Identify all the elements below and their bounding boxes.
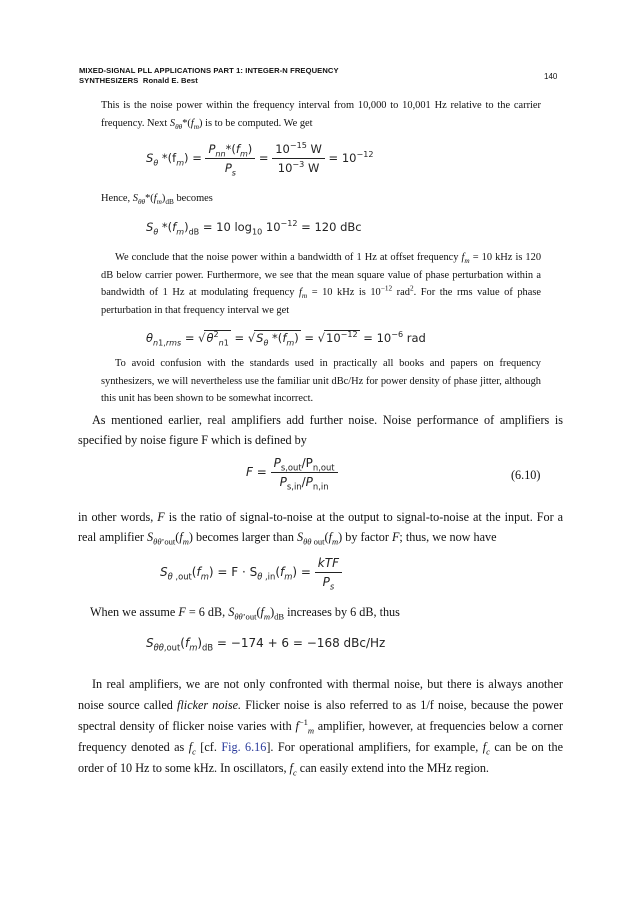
paragraph-noise-power: This is the noise power within the frequency interval from 10,000 to 10,001 Hz relative to the carrier frequency. Next $S_{\theta\theta}*(f_m)$ is to be computed. We get bbox=[101, 100, 541, 131]
eq2-exp: −12 bbox=[280, 219, 298, 229]
para6-text-e: ; thus, we now have bbox=[399, 530, 497, 544]
eq1-lhs-arg: *(f bbox=[161, 151, 177, 165]
para6-text-c: becomes larger than bbox=[196, 530, 294, 544]
page-number: 140 bbox=[544, 72, 558, 81]
eq2-rhs2: 10 bbox=[262, 220, 281, 234]
para1-text-b: is to be computed. We get bbox=[205, 117, 313, 129]
eq2-rhs3: = 120 dBc bbox=[297, 220, 362, 234]
eq4-den: P bbox=[279, 475, 287, 489]
para3-text-c: = 10 kHz is 10 bbox=[311, 287, 381, 298]
para1-text-a: This is the noise power within the frequency interval from 10,000 to 10,001 Hz relative to the carrier frequency. Next bbox=[101, 100, 541, 129]
header-title-line1: MIXED-SIGNAL PLL APPLICATIONS PART 1: INTEGER-N FREQUENCY bbox=[79, 66, 339, 75]
eq4-lhs: F = bbox=[246, 465, 267, 479]
para3-text-a: We conclude that the noise power within a bandwidth of 1 Hz at offset frequency bbox=[115, 252, 459, 263]
eq2-rhs: = 10 log bbox=[202, 220, 252, 234]
eq1-den2-exp: −3 bbox=[292, 160, 305, 170]
eq4-fraction: $\frac{P_{s,out}/P_{n,out}}{P_{s,in}/P_{n,in}}$ bbox=[271, 456, 338, 489]
paragraph-definition: in other words, F is the ratio of signal-to-noise at the output to signal-to-noise at the input. For a real amplifier $S_{\theta\theta’out}(f_m)$ becomes larger than $S_{\theta\theta out}(f_m)$ by factor F; thus, we now have bbox=[78, 510, 564, 547]
para3-text-b: = 10 kHz is 120 dB below carrier power. Furthermore, we see that the mean square value of phase perturbation within a bandwidth of 1 Hz at modulating frequency bbox=[101, 252, 542, 298]
para6-text-b: is the ratio of signal-to-noise at the output to signal-to-noise at the input. For a real amplifier bbox=[78, 510, 564, 544]
para8-text-f: ]. For operational amplifiers, for example, bbox=[266, 740, 479, 754]
para2-text-b: becomes bbox=[176, 193, 213, 204]
paragraph-amplifier-noise: As mentioned earlier, real amplifiers add further noise. Noise performance of amplifiers is specified by noise figure F which is defined by bbox=[78, 413, 563, 447]
header-title-line2-text: SYNTHESIZERS bbox=[79, 76, 139, 85]
equation-rms-phase: $\theta_{n1,rms} = √\theta^2_{n1} = √S_\theta$ $*(f_m) = √10^{-12} = 10^{-6}$ rad bbox=[146, 330, 426, 348]
eq1-num2: 10 bbox=[275, 142, 290, 156]
eq1-result: 10 bbox=[341, 151, 357, 165]
para3-d-exp: 2 bbox=[409, 284, 414, 293]
header-title-line2 bbox=[79, 76, 339, 86]
eq4-num: P bbox=[273, 456, 281, 470]
para8-text-d: amplifier, however, at frequencies below a corner frequency denoted as bbox=[78, 719, 563, 754]
eq1-fraction-power: $\frac{P_{nn}*(f_m)}{P_s}$ bbox=[205, 142, 255, 175]
header-author: Ronald E. Best bbox=[142, 76, 198, 85]
para8-text-a: In real amplifiers, we are not only confronted with thermal noise, but there is always another noise source called bbox=[78, 677, 563, 712]
equation-number: (6.10) bbox=[511, 468, 541, 482]
para2-text-a: Hence, bbox=[101, 193, 131, 204]
para6-text-d: by factor bbox=[345, 530, 389, 544]
eq1-num: P bbox=[208, 142, 216, 156]
eq4-den-sub2: n,in bbox=[312, 481, 329, 492]
eq4-num-sub: s,out bbox=[280, 462, 302, 473]
para7-text-b: = 6 dB, bbox=[188, 605, 226, 619]
para7-text-a: When we assume bbox=[90, 605, 176, 619]
paragraph-flicker-noise: In real amplifiers, we are not only confronted with thermal noise, but there is always another noise source called flicker noise. Flicker noise is also referred to as 1/f noise, because the power spectral density of flicker noise varies with $f^{-1}_m$ amplifier, however, at frequencies below a corner frequency denoted as $f_c$ [cf. Fig. 6.16]. For operational amplifiers, for example, $f_c$ can be on the order of 10 Hz to some kHz. In oscillators, $f_c$ can easily extend into the MHz region. bbox=[78, 677, 564, 778]
eq3-arg3: 10 bbox=[326, 331, 341, 345]
para3-text-d: rad bbox=[392, 287, 410, 298]
eq6-rhs: = −174 + 6 = −168 dBc/Hz bbox=[213, 636, 386, 650]
eq5-frac-num: kTF bbox=[317, 556, 339, 570]
eq3-res: = 10 bbox=[359, 331, 392, 345]
eq1-den2-unit: W bbox=[304, 161, 320, 175]
eq1-den2: 10 bbox=[277, 161, 293, 175]
para8-text-c: Flicker noise is also referred to as 1/f noise, because the power spectral density of flicker noise varies with bbox=[78, 698, 564, 733]
equation-result-dbc: $S_{\theta\theta,out}(f_m)_{dB} = -174 + 6 = -168$ dBc/Hz bbox=[146, 636, 386, 653]
equation-noise-figure bbox=[246, 456, 338, 492]
equation-output-noise: $S_{\theta ,out}(f_m) = F \cdot S_{\theta ,in}(f_m)$ = $\frac{\text{kTF}}{P_s}$ bbox=[160, 556, 342, 589]
para3-exp: −12 bbox=[380, 284, 393, 293]
eq1-result-exp: −12 bbox=[356, 150, 374, 160]
eq1-fraction-values bbox=[272, 142, 325, 175]
para8-text-h: can easily extend into the MHz region. bbox=[299, 761, 489, 775]
eq1-num2-exp: −15 bbox=[289, 141, 307, 151]
equation-spectral-density: $S_\theta$ $*(f_m)$ = $\frac{P_{nn}*(f_m)}{P_s}$ = $\frac{10^{-15} W}{10^{-3} W}$ = $10^{-12}$ bbox=[146, 141, 374, 178]
eq5-rhs: = F · S bbox=[217, 565, 258, 579]
para8-text-e: [cf. bbox=[195, 740, 217, 754]
equation-dbc: $S_\theta$ $*(f_m)_{dB} = 10$ $\log_{10} 10^{-12} = 120$ dBc bbox=[146, 219, 362, 237]
eq5-fraction: $\frac{\text{kTF}}{P_s}$ bbox=[315, 556, 342, 589]
paragraph-assume: When we assume F = 6 dB, $S_{\theta\theta’out}(f_m)_{dB}$ increases by 6 dB, thus bbox=[90, 605, 400, 622]
paragraph-conclusion: We conclude that the noise power within a bandwidth of 1 Hz at offset frequency $f_m = 10$ kHz is 120 dB below carrier power. Furthermore, we see that the mean square value of phase perturbation within a bandwidth of 1 Hz at modulating frequency $f_m = 10$ kHz is $10^{-12}$ rad$^2$. For the rms value of phase perturbation in that frequency interval we get bbox=[101, 252, 542, 316]
para6-text-a: in other words, bbox=[78, 510, 154, 524]
para8-text-g: can be on the order of 10 Hz to some kHz. In oscillators, bbox=[78, 740, 564, 775]
eq1-den: P bbox=[224, 161, 232, 175]
paragraph-hence: Hence, $S_{\theta\theta}*(f_m)_{dB}$ becomes bbox=[101, 193, 213, 207]
eq3-res-exp: −6 bbox=[391, 330, 404, 340]
para8-flicker-term: flicker noise. bbox=[177, 698, 242, 712]
eq3-arg3-exp: −12 bbox=[340, 330, 358, 340]
para7-text-c: increases by 6 dB, thus bbox=[287, 605, 400, 619]
eq4-slash: /P bbox=[301, 456, 313, 470]
running-header bbox=[79, 66, 339, 86]
para3-text-e: . For the rms value of phase perturbation in that frequency interval we get bbox=[101, 287, 541, 316]
paragraph-dbc-note: To avoid confusion with the standards used in practically all books and papers on frequency synthesizers, we will nevertheless use the familiar unit dBc/Hz for power density of phase jitter, although this unit has been shown to be somewhat incorrect. bbox=[101, 358, 541, 404]
figure-reference-link[interactable]: Fig. 6.16 bbox=[221, 740, 267, 754]
eq5-frac-den: P bbox=[322, 575, 330, 589]
eq4-num-sub2: n,out bbox=[312, 462, 335, 473]
eq1-lhs: S bbox=[146, 151, 154, 165]
eq1-num2-unit: W bbox=[306, 142, 322, 156]
eq4-den-sub: s,in bbox=[286, 481, 302, 492]
eq3-unit: rad bbox=[403, 331, 426, 345]
